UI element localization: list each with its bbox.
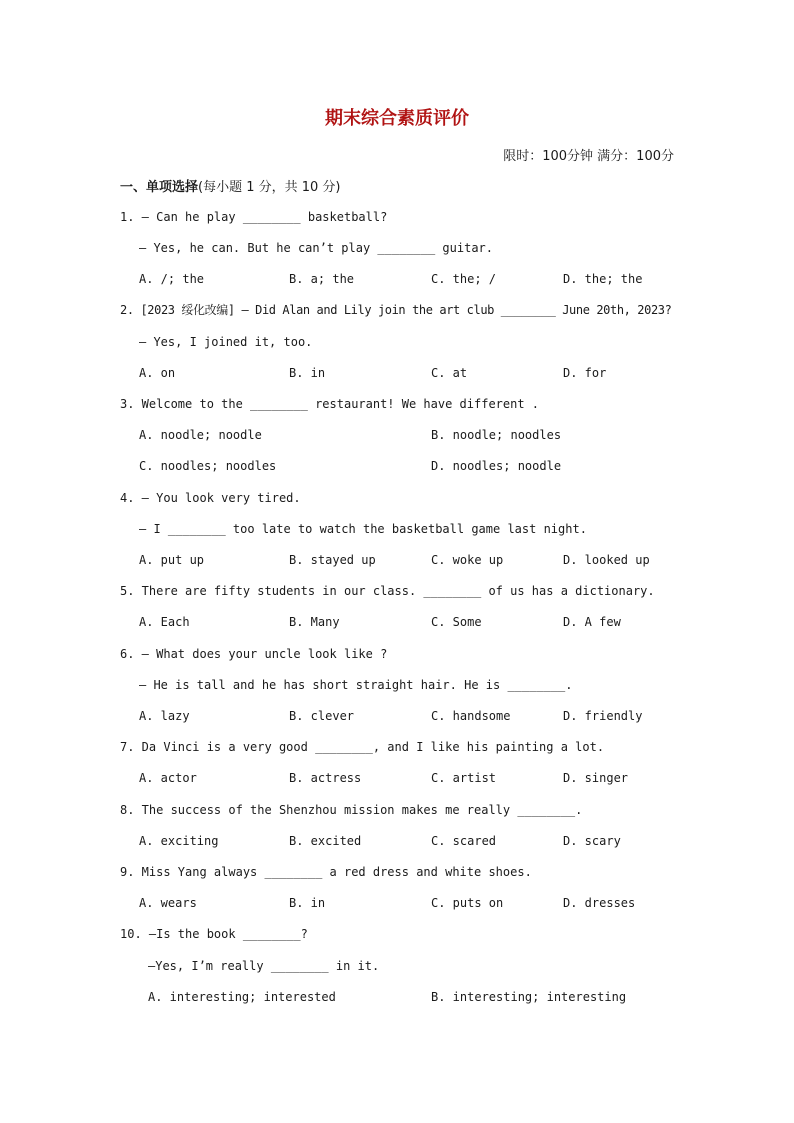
question-7-option-b: B. actress [289,771,362,785]
question-7-option-d: D. singer [563,771,629,785]
question-6-option-a: A. lazy [139,709,190,723]
time-and-score: 限时：100分钟 满分：100分 [503,149,674,164]
question-6-reply: — He is tall and he has short straight hair. He is ________. [139,678,573,692]
question-2-option-d: D. for [563,366,607,380]
question-7-option-c: C. artist [431,771,497,785]
question-8-option-d: D. scary [563,834,621,848]
question-2-option-c: C. at [431,366,468,380]
question-8-option-b: B. excited [289,834,362,848]
question-4-option-b: B. stayed up [289,553,376,567]
question-1-option-b: B. a; the [289,272,355,286]
question-6-stem: 6. — What does your uncle look like ? [120,647,388,661]
question-4-option-c: C. woke up [431,553,504,567]
section-heading [120,176,341,195]
question-6-option-d: D. friendly [563,709,643,723]
question-6-option-c: C. handsome [431,709,511,723]
question-3-option-b: B. noodle; noodles [431,428,562,442]
question-8-stem: 8. The success of the Shenzhou mission makes me really ________. [120,803,583,817]
question-6-option-b: B. clever [289,709,355,723]
question-3-stem: 3. Welcome to the ________ restaurant! We have different . [120,397,540,411]
question-5-option-a: A. Each [139,615,190,629]
question-5-option-d: D. A few [563,615,621,629]
section-note: (每小题 1 分，共 10 分) [198,180,341,195]
question-10-reply: —Yes, I’m really ________ in it. [148,959,380,973]
question-10-option-b: B. interesting; interesting [431,990,627,1004]
section-title: 一、单项选择 [120,180,199,195]
question-4-stem: 4. — You look very tired. [120,491,301,505]
question-8-option-a: A. exciting [139,834,219,848]
question-1-option-a: A. /; the [139,272,205,286]
question-8-option-c: C. scared [431,834,497,848]
question-9-option-a: A. wears [139,896,197,910]
question-10-option-a: A. interesting; interested [148,990,336,1004]
question-3-option-d: D. noodles; noodle [431,459,562,473]
question-4-option-a: A. put up [139,553,205,567]
question-9-option-b: B. in [289,896,326,910]
question-2-reply: — Yes, I joined it, too. [139,335,313,349]
question-4-option-d: D. looked up [563,553,650,567]
question-3-option-c: C. noodles; noodles [139,459,277,473]
question-4-reply: — I ________ too late to watch the basketball game last night. [139,522,587,536]
question-1-option-c: C. the; / [431,272,497,286]
question-7-option-a: A. actor [139,771,197,785]
question-2-option-b: B. in [289,366,326,380]
question-2-option-a: A. on [139,366,176,380]
question-1-option-d: D. the; the [563,272,643,286]
question-7-stem: 7. Da Vinci is a very good ________, and I like his painting a lot. [120,740,605,754]
question-9-option-c: C. puts on [431,896,504,910]
question-5-option-b: B. Many [289,615,340,629]
question-2-stem: 2. [2023 绥化改编] — Did Alan and Lily join the art club ________ June 20th, 2023? [120,303,672,317]
question-9-stem: 9. Miss Yang always ________ a red dress and white shoes. [120,865,532,879]
question-1-reply: — Yes, he can. But he can’t play ________ guitar. [139,241,494,255]
page-title: 期末综合素质评价 [325,108,469,129]
question-5-option-c: C. Some [431,615,482,629]
question-9-option-d: D. dresses [563,896,636,910]
question-5-stem: 5. There are fifty students in our class. ________ of us has a dictionary. [120,584,655,598]
question-3-option-a: A. noodle; noodle [139,428,262,442]
question-1-stem: 1. — Can he play ________ basketball? [120,210,388,224]
question-10-stem: 10. —Is the book ________? [120,927,308,941]
